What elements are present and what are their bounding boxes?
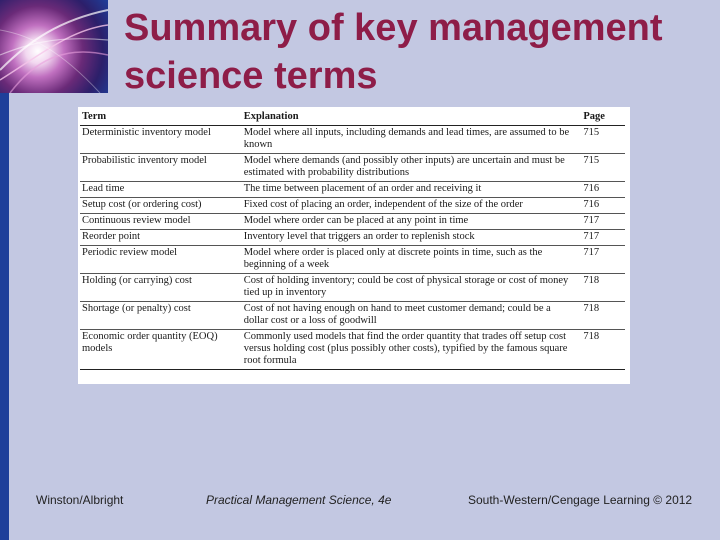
term-cell: Lead time bbox=[80, 182, 242, 198]
table-row bbox=[80, 182, 625, 198]
terms-table-panel bbox=[78, 107, 630, 384]
table-row bbox=[80, 126, 625, 154]
term-cell: Periodic review model bbox=[80, 246, 242, 274]
explanation-cell: Fixed cost of placing an order, independent of the size of the order bbox=[242, 198, 578, 214]
table-row bbox=[80, 302, 625, 330]
slide-title: Summary of key management science terms bbox=[124, 7, 663, 97]
term-cell: Holding (or carrying) cost bbox=[80, 274, 242, 302]
explanation-cell: Model where order can be placed at any point in time bbox=[242, 214, 578, 230]
page-cell: 718 bbox=[577, 330, 625, 370]
page-cell: 717 bbox=[577, 230, 625, 246]
terms-table bbox=[80, 110, 625, 370]
page-cell: 717 bbox=[577, 214, 625, 230]
explanation-cell: Commonly used models that find the order quantity that trades off setup cost versus holding cost (plus possibly other costs), typified by the famous square root formula bbox=[242, 330, 578, 370]
explanation-cell: The time between placement of an order and receiving it bbox=[242, 182, 578, 198]
term-cell: Reorder point bbox=[80, 230, 242, 246]
table-row bbox=[80, 198, 625, 214]
table-row bbox=[80, 214, 625, 230]
page-cell: 718 bbox=[577, 302, 625, 330]
column-header-term: Term bbox=[80, 110, 242, 126]
page-cell: 717 bbox=[577, 246, 625, 274]
term-cell: Continuous review model bbox=[80, 214, 242, 230]
explanation-cell: Model where all inputs, including demands and lead times, are assumed to be known bbox=[242, 126, 578, 154]
page-cell: 715 bbox=[577, 126, 625, 154]
term-cell: Economic order quantity (EOQ) models bbox=[80, 330, 242, 370]
page-cell: 716 bbox=[577, 198, 625, 214]
explanation-cell: Cost of holding inventory; could be cost of physical storage or cost of money tied up in inventory bbox=[242, 274, 578, 302]
page-cell: 718 bbox=[577, 274, 625, 302]
decorative-swirl-image bbox=[0, 0, 108, 93]
term-cell: Shortage (or penalty) cost bbox=[80, 302, 242, 330]
table-row bbox=[80, 154, 625, 182]
term-cell: Deterministic inventory model bbox=[80, 126, 242, 154]
term-cell: Setup cost (or ordering cost) bbox=[80, 198, 242, 214]
table-row bbox=[80, 230, 625, 246]
explanation-cell: Model where demands (and possibly other inputs) are uncertain and must be estimated with probability distributions bbox=[242, 154, 578, 182]
column-header-explanation: Explanation bbox=[242, 110, 578, 126]
column-header-page: Page bbox=[577, 110, 625, 126]
explanation-cell: Cost of not having enough on hand to meet customer demand; could be a dollar cost or a loss of goodwill bbox=[242, 302, 578, 330]
page-cell: 715 bbox=[577, 154, 625, 182]
table-row bbox=[80, 274, 625, 302]
table-header-row bbox=[80, 110, 625, 126]
term-cell: Probabilistic inventory model bbox=[80, 154, 242, 182]
footer-authors: Winston/Albright bbox=[36, 493, 124, 507]
footer-publisher: South-Western/Cengage Learning © 2012 bbox=[468, 493, 693, 507]
explanation-cell: Model where order is placed only at discrete points in time, such as the beginning of a week bbox=[242, 246, 578, 274]
table-row bbox=[80, 330, 625, 370]
table-row bbox=[80, 246, 625, 274]
page-cell: 716 bbox=[577, 182, 625, 198]
explanation-cell: Inventory level that triggers an order to replenish stock bbox=[242, 230, 578, 246]
footer-book-title: Practical Management Science, 4e bbox=[206, 493, 392, 507]
